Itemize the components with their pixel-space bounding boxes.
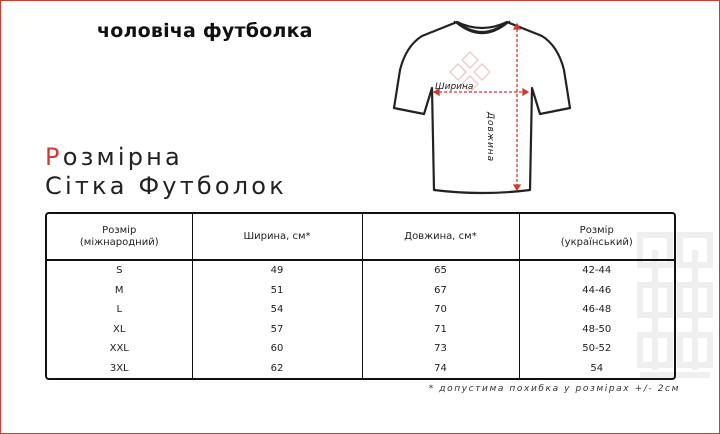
heading-line-1-rest: озмірна — [62, 143, 183, 171]
size-table-container — [45, 212, 676, 380]
cell-length: 73 — [362, 339, 519, 358]
cell-size-ua: 46-48 — [582, 304, 612, 316]
table-row — [47, 260, 674, 281]
cell-width: 54 — [192, 300, 362, 319]
heading-line-1 — [45, 143, 287, 172]
cell-size-int: L — [47, 300, 192, 319]
cell-size-int: S — [47, 260, 192, 281]
cell-size-int: M — [47, 281, 192, 300]
header-width: Ширина, см* — [192, 214, 362, 260]
table-header-row — [47, 214, 674, 260]
cell-length: 65 — [362, 260, 519, 281]
length-label: Довжина — [485, 112, 495, 163]
header-length: Довжина, см* — [362, 214, 519, 260]
cell-size-ua: 42-44 — [582, 265, 612, 277]
cell-size-ua: 44-46 — [582, 284, 612, 296]
cell-size-ua: 50-52 — [582, 343, 612, 355]
cell-size-ua: 48-50 — [582, 323, 612, 335]
cell-size-ua: 54 — [590, 362, 604, 374]
cell-size-int: 3XL — [47, 358, 192, 378]
header-international-size: Розмір (міжнародний) — [47, 214, 192, 260]
cell-width: 57 — [192, 319, 362, 338]
heading-line-2: Сітка Футболок — [45, 172, 287, 200]
width-label: Ширина — [435, 82, 474, 92]
tolerance-footnote: * допустима похибка у розмірах +/- 2см — [428, 384, 680, 394]
size-table — [47, 214, 674, 378]
cell-length: 71 — [362, 319, 519, 338]
cell-length: 74 — [362, 358, 519, 378]
cell-length: 70 — [362, 300, 519, 319]
cell-width: 49 — [192, 260, 362, 281]
heading-accent-letter: Р — [45, 143, 63, 171]
cell-width: 62 — [192, 358, 362, 378]
cell-length: 67 — [362, 281, 519, 300]
table-row — [47, 319, 674, 338]
cell-size-int: XL — [47, 319, 192, 338]
tshirt-diagram — [392, 10, 572, 210]
table-row — [47, 358, 674, 378]
header-ukrainian-size: Розмір (український) — [519, 214, 674, 260]
table-row — [47, 300, 674, 319]
size-chart-heading — [45, 143, 287, 201]
cell-width: 60 — [192, 339, 362, 358]
product-title: чоловіча футболка — [97, 20, 313, 42]
table-row — [47, 281, 674, 300]
cell-width: 51 — [192, 281, 362, 300]
table-row — [47, 339, 674, 358]
tshirt-outline — [394, 21, 570, 193]
cell-size-int: XXL — [47, 339, 192, 358]
